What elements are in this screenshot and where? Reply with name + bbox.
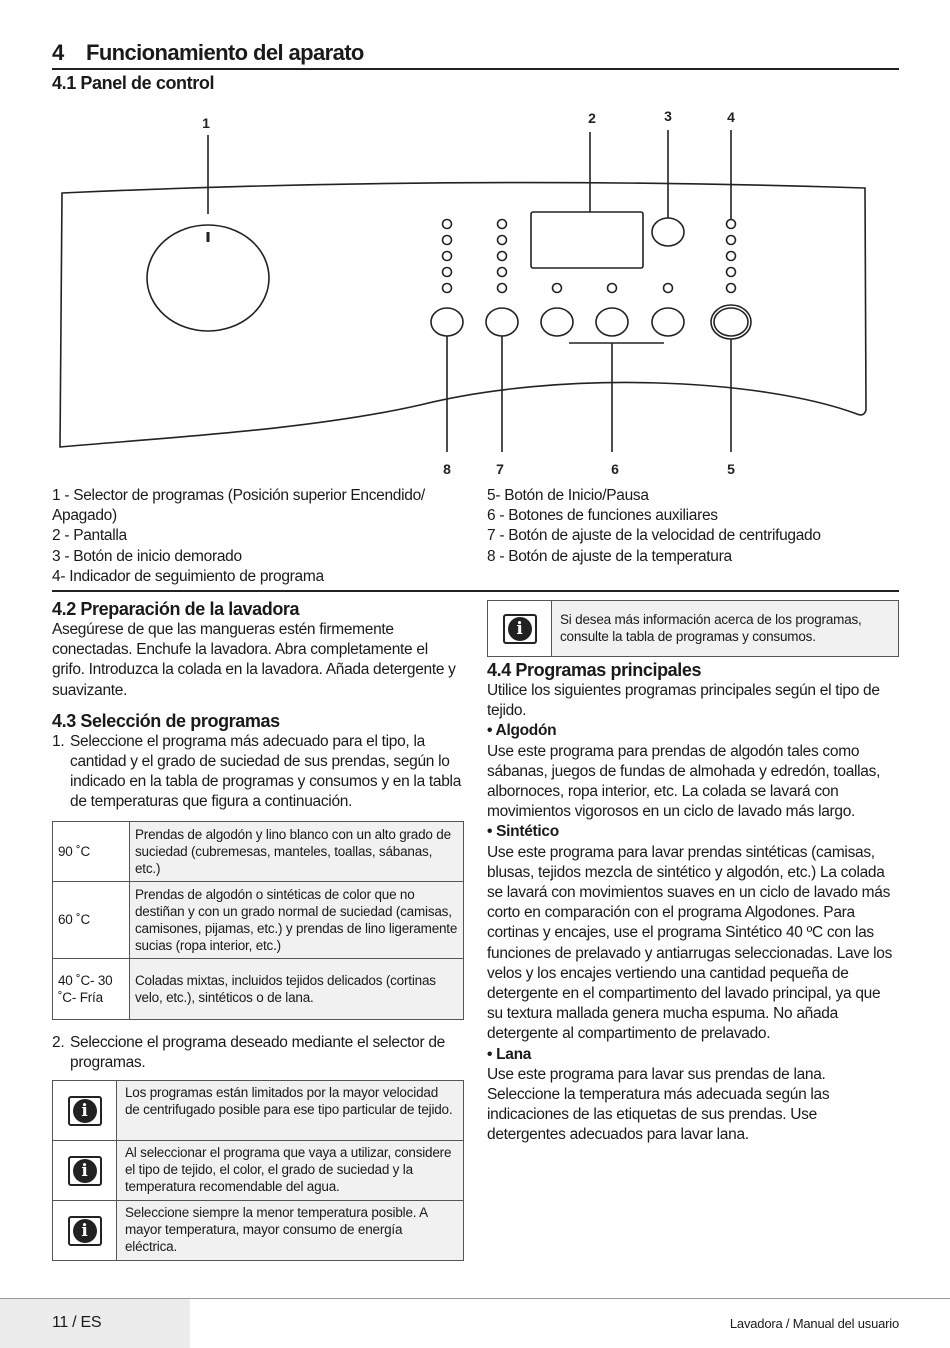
temp-cell: 90 ˚C xyxy=(53,821,130,881)
chapter-title-text: Funcionamiento del aparato xyxy=(86,40,364,65)
info-icon-cell xyxy=(53,1081,117,1140)
chapter-title xyxy=(52,40,899,70)
temperature-leds xyxy=(443,220,452,293)
program-wool-text: Use este programa para lavar sus prendas de lana. Seleccione la temperatura más adecuada según las indicaciones de las etiquetas de sus prendas. Use detergentes adecuados para lavar lana. xyxy=(487,1065,830,1144)
section-4-3-title: 4.3 Selección de programas xyxy=(52,710,280,731)
program-synthetic-title: • Sintético xyxy=(487,823,559,841)
legend-item: 1 - Selector de programas (Posición superior Encendido/ xyxy=(52,487,425,504)
program-cotton-title: • Algodón xyxy=(487,722,557,740)
page-footer xyxy=(0,1298,950,1348)
callout-3: 3 xyxy=(664,108,672,124)
table-row xyxy=(53,821,464,881)
notes-stack xyxy=(52,1080,464,1261)
note-text: Seleccione siempre la menor temperatura posible. A mayor temperatura, mayor consumo de energía eléctrica. xyxy=(117,1201,463,1260)
program-tracking-leds xyxy=(727,220,736,293)
info-note xyxy=(487,600,899,657)
section-4-1-title: 4.1 Panel de control xyxy=(52,73,215,93)
callout-5: 5 xyxy=(727,461,735,477)
steps-list-2 xyxy=(52,1033,464,1073)
step-number: 1. xyxy=(52,732,65,750)
control-panel-diagram xyxy=(0,100,950,480)
step-2 xyxy=(52,1033,464,1073)
aux-button-1 xyxy=(541,308,573,336)
legend-right xyxy=(487,486,821,567)
section-4-2-text: Asegúrese de que las mangueras estén firmemente conectadas. Enchufe la lavadora. Abra completamente el grifo. Introduzca la colada en la lavadora. Añada detergente y suavizante. xyxy=(52,621,456,699)
step-1 xyxy=(52,732,464,813)
temp-cell: 40 ˚C- 30 ˚C- Fría xyxy=(53,958,130,1019)
right-column xyxy=(487,600,899,1146)
steps-list xyxy=(52,732,464,813)
note-text: Los programas están limitados por la mayor velocidad de centrifugado posible para ese tipo particular de tejido. xyxy=(117,1081,463,1140)
info-icon-cell xyxy=(53,1141,117,1200)
legend-item: 2 - Pantalla xyxy=(52,527,127,545)
document-name: Lavadora / Manual del usuario xyxy=(729,1316,899,1331)
callout-7: 7 xyxy=(496,461,504,477)
info-icon: i xyxy=(503,614,537,644)
note-text: Al seleccionar el programa que vaya a utilizar, considere el tipo de tejido, el color, el grado de suciedad y la temperatura recomendable del agua. xyxy=(117,1141,463,1200)
callout-8: 8 xyxy=(443,461,451,477)
temperature-button xyxy=(431,308,463,336)
program-cotton-text: Use este programa para prendas de algodón tales como sábanas, juegos de fundas de almohada y edredón, toallas, albornoces, ropa interior, etc. La colada se lavará con movimientos vigorosos en un ciclo de lavado más largo. xyxy=(487,742,881,821)
display-screen xyxy=(531,212,643,268)
info-note xyxy=(52,1201,464,1261)
left-column xyxy=(52,598,464,1261)
info-icon: i xyxy=(68,1096,102,1126)
desc-cell: Prendas de algodón y lino blanco con un alto grado de suciedad (cubremesas, manteles, toallas, sábanas, etc.) xyxy=(130,821,464,881)
callout-6: 6 xyxy=(611,461,619,477)
temperature-table xyxy=(52,821,464,1020)
table-row xyxy=(53,881,464,958)
legend-left xyxy=(52,486,425,587)
info-icon: i xyxy=(68,1156,102,1186)
info-icon-cell xyxy=(53,1201,117,1260)
legend-item: 4- Indicador de seguimiento de programa xyxy=(52,567,324,585)
section-4-2-title: 4.2 Preparación de la lavadora xyxy=(52,599,300,619)
callout-4: 4 xyxy=(727,109,735,125)
callout-1: 1 xyxy=(202,115,210,131)
step-text: Seleccione el programa más adecuado para el tipo, la cantidad y el grado de suciedad de sus prendas, según lo indicado en la tabla de programas y consumos y en la tabla de temperaturas que figura a continuación. xyxy=(70,732,462,811)
table-row xyxy=(53,958,464,1019)
legend-item: 8 - Botón de ajuste de la temperatura xyxy=(487,547,732,565)
desc-cell: Prendas de algodón o sintéticas de color que no destiñan y con un grado normal de suciedad (camisas, camisones, pijamas, etc.) y prendas de lino ligeramente sucias (ropa interior, etc.) xyxy=(130,881,464,958)
info-note xyxy=(52,1080,464,1141)
delay-start-button xyxy=(652,218,684,246)
section-4-4-title: 4.4 Programas principales xyxy=(487,660,702,680)
legend-item: 7 - Botón de ajuste de la velocidad de centrifugado xyxy=(487,527,821,545)
step-number: 2. xyxy=(52,1033,65,1051)
desc-cell: Coladas mixtas, incluidos tejidos delicados (cortinas velo, etc.), sintéticos o de lana. xyxy=(130,958,464,1019)
note-text: Si desea más información acerca de los programas, consulte la tabla de programas y consumos. xyxy=(552,601,898,656)
info-note xyxy=(52,1141,464,1201)
program-synthetic-text: Use este programa para lavar prendas sintéticas (camisas, blusas, tejidos mezcla de sintético y algodón, etc.) La colada se lavará con movimientos suaves en un ciclo de lavado más corto en comparación con el programa Algodones. Para cortinas y encajes, use el programa Sintético 40 ºC con las funciones de prelavado y antiarrugas seleccionadas. Lave los velos y los encajes vertiendo una cantidad pequeña de detergente en el compartimento del lavado principal, ya que su textura mallada genera mucha espuma. No añada detergente al compartimento de prelavado. xyxy=(487,843,893,1043)
aux-button-2 xyxy=(596,308,628,336)
program-wool-title: • Lana xyxy=(487,1045,532,1063)
legend-item: 6 - Botones de funciones auxiliares xyxy=(487,507,718,525)
page-number: 11 / ES xyxy=(52,1314,102,1331)
aux-button-3 xyxy=(652,308,684,336)
legend-item: 3 - Botón de inicio demorado xyxy=(52,547,242,565)
callout-2: 2 xyxy=(588,110,596,126)
section-divider xyxy=(52,590,899,592)
chapter-number: 4 xyxy=(52,40,64,65)
temp-cell: 60 ˚C xyxy=(53,881,130,958)
start-pause-button xyxy=(711,305,751,339)
step-text: Seleccione el programa deseado mediante el selector de programas. xyxy=(70,1033,445,1071)
info-icon: i xyxy=(68,1216,102,1246)
info-icon-cell xyxy=(488,601,552,656)
legend-item: Apagado) xyxy=(52,507,117,525)
spin-button xyxy=(486,308,518,336)
spin-leds xyxy=(498,220,507,293)
section-4-4-intro: Utilice los siguientes programas principales según el tipo de tejido. xyxy=(487,682,880,720)
legend-item: 5- Botón de Inicio/Pausa xyxy=(487,487,649,504)
